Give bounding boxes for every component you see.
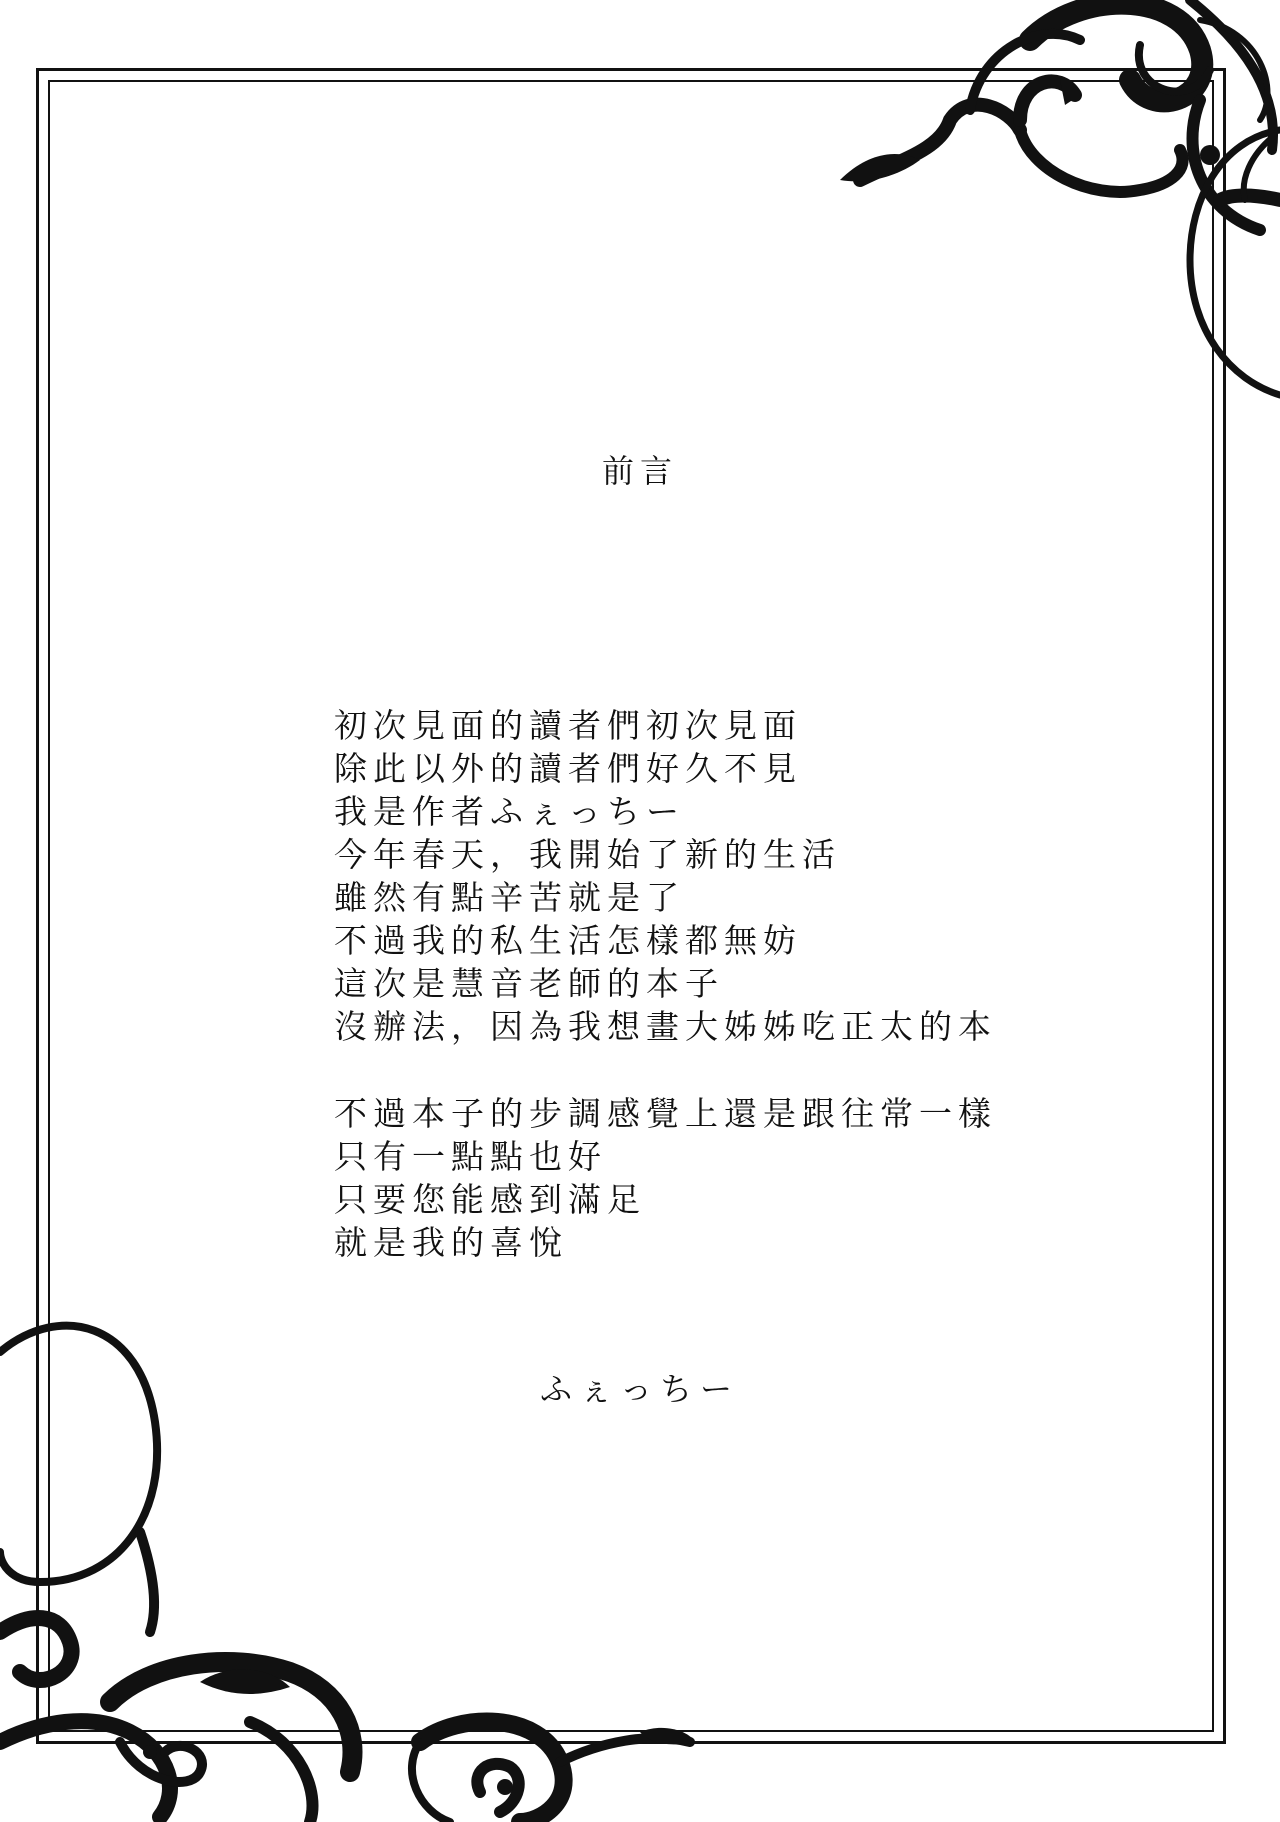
text-line: 就是我的喜悅 <box>334 1223 568 1262</box>
page-title: 前言 <box>601 452 678 490</box>
paragraph-gap <box>334 1048 1094 1092</box>
text-line: 只要您能感到滿足 <box>334 1180 646 1219</box>
text-line: 這次是慧音老師的本子 <box>334 964 724 1003</box>
text-line: 沒辦法，因為我想畫大姊姊吃正太的本 <box>334 1007 997 1046</box>
text-line: 我是作者ふぇっちー <box>334 792 685 831</box>
text-line: 雖然有點辛苦就是了 <box>334 878 685 917</box>
text-line: 今年春天，我開始了新的生活 <box>334 835 841 874</box>
text-line: 初次見面的讀者們初次見面 <box>334 706 802 745</box>
text-line: 不過我的私生活怎樣都無妨 <box>334 921 802 960</box>
author-signature: ふぇっちー <box>539 1370 740 1408</box>
text-line: 除此以外的讀者們好久不見 <box>334 749 802 788</box>
text-line: 只有一點點也好 <box>334 1137 607 1176</box>
top-right-flourish-ornament <box>720 0 1280 400</box>
preface-body <box>334 704 1094 1264</box>
text-line: 不過本子的步調感覺上還是跟往常一樣 <box>334 1094 997 1133</box>
